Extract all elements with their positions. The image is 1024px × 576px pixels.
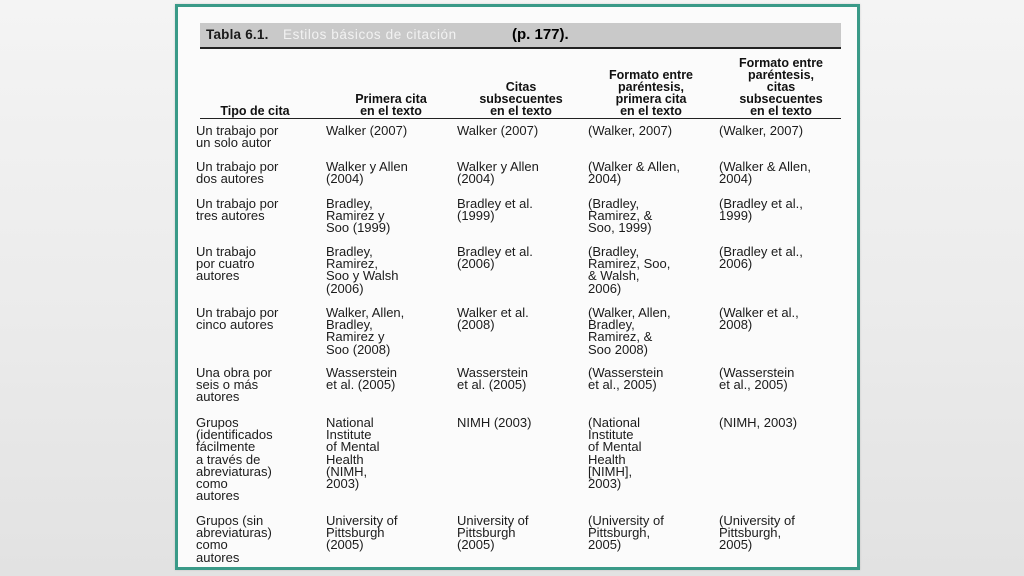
cell-parentesis-subsecuente: (Walker & Allen, 2004) [719, 159, 811, 187]
cell-parentesis-primera: (Bradley, Ramirez, Soo, & Walsh, 2006) [588, 244, 671, 296]
header-parentesis-primera: Formato entre paréntesis, primera cita en el texto [608, 68, 694, 118]
table-frame [175, 4, 860, 570]
cell-parentesis-subsecuente: (Walker, 2007) [719, 123, 804, 138]
cell-tipo: Un trabajo por cinco autores [196, 305, 279, 333]
cell-parentesis-subsecuente: (NIMH, 2003) [719, 415, 798, 430]
page-reference: (p. 177). [512, 26, 569, 43]
cell-tipo: Un trabajo por cuatro autores [196, 244, 256, 284]
cell-tipo: Un trabajo por dos autores [196, 159, 279, 187]
cell-primera: Walker y Allen (2004) [326, 159, 408, 187]
cell-tipo: Un trabajo por tres autores [196, 196, 279, 224]
cell-tipo: Grupos (sin abreviaturas) como autores [196, 513, 272, 565]
cell-parentesis-primera: (Walker, 2007) [588, 123, 673, 138]
cell-parentesis-subsecuente: (Walker et al., 2008) [719, 305, 799, 333]
table-title: Estilos básicos de citación [283, 27, 457, 42]
cell-parentesis-primera: (Bradley, Ramirez, & Soo, 1999) [588, 196, 653, 236]
cell-parentesis-primera: (National Institute of Mental Health [NIMH], 2003) [588, 415, 642, 492]
cell-subsecuente: NIMH (2003) [457, 415, 532, 430]
header-citas-subsecuentes: Citas subsecuentes en el texto [479, 80, 563, 118]
cell-parentesis-subsecuente: (Bradley et al., 1999) [719, 196, 803, 224]
cell-primera: Bradley, Ramirez y Soo (1999) [326, 196, 391, 236]
cell-parentesis-subsecuente: (Wasserstein et al., 2005) [719, 365, 795, 393]
cell-subsecuente: University of Pittsburgh (2005) [457, 513, 529, 553]
cell-parentesis-subsecuente: (University of Pittsburgh, 2005) [719, 513, 795, 553]
cell-parentesis-primera: (Wasserstein et al., 2005) [588, 365, 664, 393]
header-divider [200, 118, 841, 119]
cell-subsecuente: Bradley et al. (2006) [457, 244, 533, 272]
cell-subsecuente: Walker (2007) [457, 123, 539, 138]
cell-tipo: Grupos (identificados fácilmente a través de abreviaturas) como autores [196, 415, 273, 504]
cell-primera: Walker, Allen, Bradley, Ramirez y Soo (2008) [326, 305, 405, 357]
table-header-row [178, 51, 857, 117]
header-primera-cita: Primera cita en el texto [355, 92, 427, 118]
header-tipo-de-cita: Tipo de cita [220, 104, 290, 118]
cell-primera: National Institute of Mental Health (NIMH, 2003) [326, 415, 380, 492]
cell-subsecuente: Wasserstein et al. (2005) [457, 365, 529, 393]
cell-parentesis-primera: (University of Pittsburgh, 2005) [588, 513, 664, 553]
cell-tipo: Una obra por seis o más autores [196, 365, 272, 405]
cell-primera: Wasserstein et al. (2005) [326, 365, 398, 393]
cell-subsecuente: Walker et al. (2008) [457, 305, 529, 333]
cell-parentesis-primera: (Walker, Allen, Bradley, Ramirez, & Soo 2008) [588, 305, 671, 357]
cell-parentesis-primera: (Walker & Allen, 2004) [588, 159, 680, 187]
cell-primera: Bradley, Ramirez, Soo y Walsh (2006) [326, 244, 399, 296]
cell-primera: Walker (2007) [326, 123, 408, 138]
cell-primera: University of Pittsburgh (2005) [326, 513, 398, 553]
cell-tipo: Un trabajo por un solo autor [196, 123, 279, 151]
cell-parentesis-subsecuente: (Bradley et al., 2006) [719, 244, 803, 272]
cell-subsecuente: Walker y Allen (2004) [457, 159, 539, 187]
table-number: Tabla 6.1. [206, 27, 269, 42]
header-parentesis-subsecuentes: Formato entre paréntesis, citas subsecuentes en el texto [738, 56, 824, 118]
table-title-bar [200, 23, 841, 49]
cell-subsecuente: Bradley et al. (1999) [457, 196, 533, 224]
